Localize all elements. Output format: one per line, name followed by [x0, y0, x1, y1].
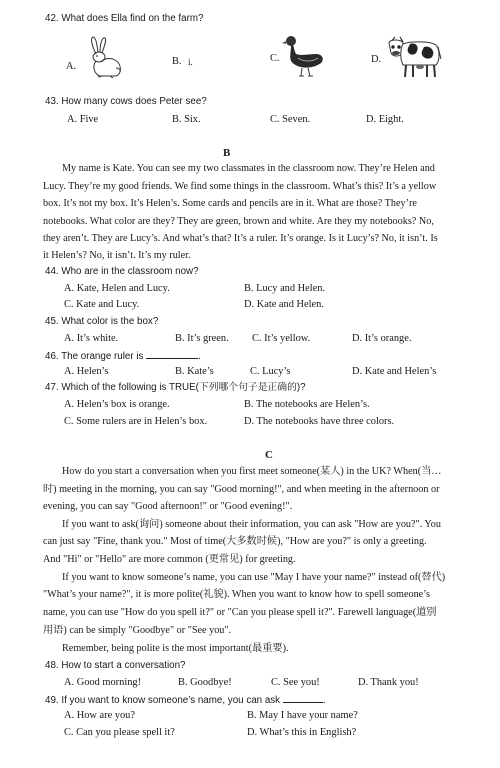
q42-question: 42. What does Ella find on the farm? [45, 13, 204, 24]
section-c-line: Remember, being polite is the most important(最重要). [62, 643, 289, 654]
q42-option-c: C. [270, 53, 280, 64]
q42-option-d: D. [371, 54, 382, 65]
q47-option-a: A. Helen’s box is orange. [64, 399, 170, 410]
q48-question: 48. How to start a conversation? [45, 660, 186, 671]
section-b-line: it Helen’s? No, it isn’t. It’s my ruler. [43, 250, 191, 261]
q43-question: 43. How many cows does Peter see? [45, 96, 207, 107]
q46-option-c: C. Lucy’s [250, 366, 291, 377]
q45-option-d: D. It’s orange. [352, 333, 412, 344]
section-b-heading: B [223, 147, 231, 159]
q49-option-a: A. How are you? [64, 710, 135, 721]
q47-option-d: D. The notebooks have three colors. [244, 416, 395, 427]
q48-option-b: B. Goodbye! [178, 677, 232, 688]
section-c-line: evening, you can say "Good afternoon!" or "Good evening!". [43, 501, 293, 512]
q49-answer-blank[interactable] [283, 693, 323, 703]
q46-answer-blank[interactable] [146, 349, 198, 359]
q46-question-text: 46. The orange ruler is [45, 351, 144, 362]
section-c-line: And "Hi" or "Hello" are more common (更常见) for greeting. [43, 554, 296, 565]
q43-option-a: A. Five [67, 114, 99, 125]
q46-question [45, 349, 201, 363]
q43-option-c: C. Seven. [270, 114, 311, 125]
q49-option-c: C. Can you please spell it? [64, 727, 175, 738]
section-c-line: How do you start a conversation when you first meet someone(某人) in the UK? When(当… [62, 466, 442, 477]
q47-question: 47. Which of the following is TRUE(下列哪个句子是正确的)? [45, 382, 306, 393]
q43-option-d: D. Eight. [366, 114, 404, 125]
q44-question: 44. Who are in the classroom now? [45, 266, 199, 277]
q47-option-b: B. The notebooks are Helen’s. [244, 399, 370, 410]
section-b-line: box. It’s not my box. It’s Helen’s. Some cards and pencils are in it. What are those? They’re [43, 198, 417, 209]
q46-question-end: . [198, 351, 201, 362]
q47-option-c: C. Some rulers are in Helen’s box. [64, 416, 208, 427]
q45-question: 45. What color is the box? [45, 316, 159, 327]
duck-icon [282, 32, 326, 80]
q43-option-b: B. Six. [172, 114, 201, 125]
q42-option-b: B. [172, 56, 182, 67]
q48-option-a: A. Good morning! [64, 677, 142, 688]
q46-option-b: B. Kate’s [175, 366, 214, 377]
q48-option-c: C. See you! [271, 677, 320, 688]
q46-option-d: D. Kate and Helen’s [352, 366, 437, 377]
section-c-line: 时) meeting in the morning, you can say "Good morning!", and when meeting in the afternoon or [43, 484, 440, 495]
section-c-line: "What’s your name?", it is more polite(礼貌). When you want to know how to spell someone’s [43, 589, 430, 600]
section-b-line: My name is Kate. You can see my two classmates in the classroom now. They’re Helen and [62, 163, 435, 174]
section-c-line: If you want to ask(询问) someone about their information, you can ask "How are you?". You [62, 519, 441, 530]
q49-question-text: 49. If you want to know someone’s name, you can ask [45, 695, 281, 706]
q49-option-d: D. What’s this in English? [247, 727, 357, 738]
q44-option-c: C. Kate and Lucy. [64, 299, 140, 310]
q49-question [45, 693, 326, 707]
section-c-line: If you want to know someone’s name, you can use "May I have your name?" instead of(替代) [62, 572, 446, 583]
q45-option-c: C. It’s yellow. [252, 333, 311, 344]
section-c-line: can just say "Fine, thank you." Most of time(大多数时候), "How are you?" is only a greeting. [43, 536, 427, 547]
section-c-line: name, you can use "How do you spell it?" or "Can you please spell it?". Farewell language(道别 [43, 607, 437, 618]
section-b-line: Lucy. They’re my good friends. We find some things in the classroom. What’s this? It’s a yellow [43, 181, 437, 192]
q44-option-a: A. Kate, Helen and Lucy. [64, 283, 170, 294]
q42-option-a: A. [66, 61, 77, 72]
cow-icon [386, 33, 442, 81]
q49-option-b: B. May I have your name? [247, 710, 358, 721]
q44-option-d: D. Kate and Helen. [244, 299, 324, 310]
q46-option-a: A. Helen’s [64, 366, 109, 377]
section-b-line: they aren’t. They are Lucy’s. And what’s that? It’s a ruler. It’s orange. Is it Lucy’s? No, it isn’t. Is [43, 233, 438, 244]
q49-question-end: . [322, 695, 326, 706]
section-c-line: 用语) can be simply "Goodbye" or "See you". [43, 625, 232, 636]
q45-option-a: A. It’s white. [64, 333, 119, 344]
q42-option-b-marks: i. [188, 57, 193, 67]
section-c-heading: C [265, 449, 273, 461]
section-b-line: notebooks. What color are they? They are green, brown and white. Are they my notebooks? No, [43, 216, 434, 227]
q44-option-b: B. Lucy and Helen. [244, 283, 326, 294]
q48-option-d: D. Thank you! [358, 677, 419, 688]
rabbit-icon [82, 36, 124, 80]
q45-option-b: B. It’s green. [175, 333, 229, 344]
